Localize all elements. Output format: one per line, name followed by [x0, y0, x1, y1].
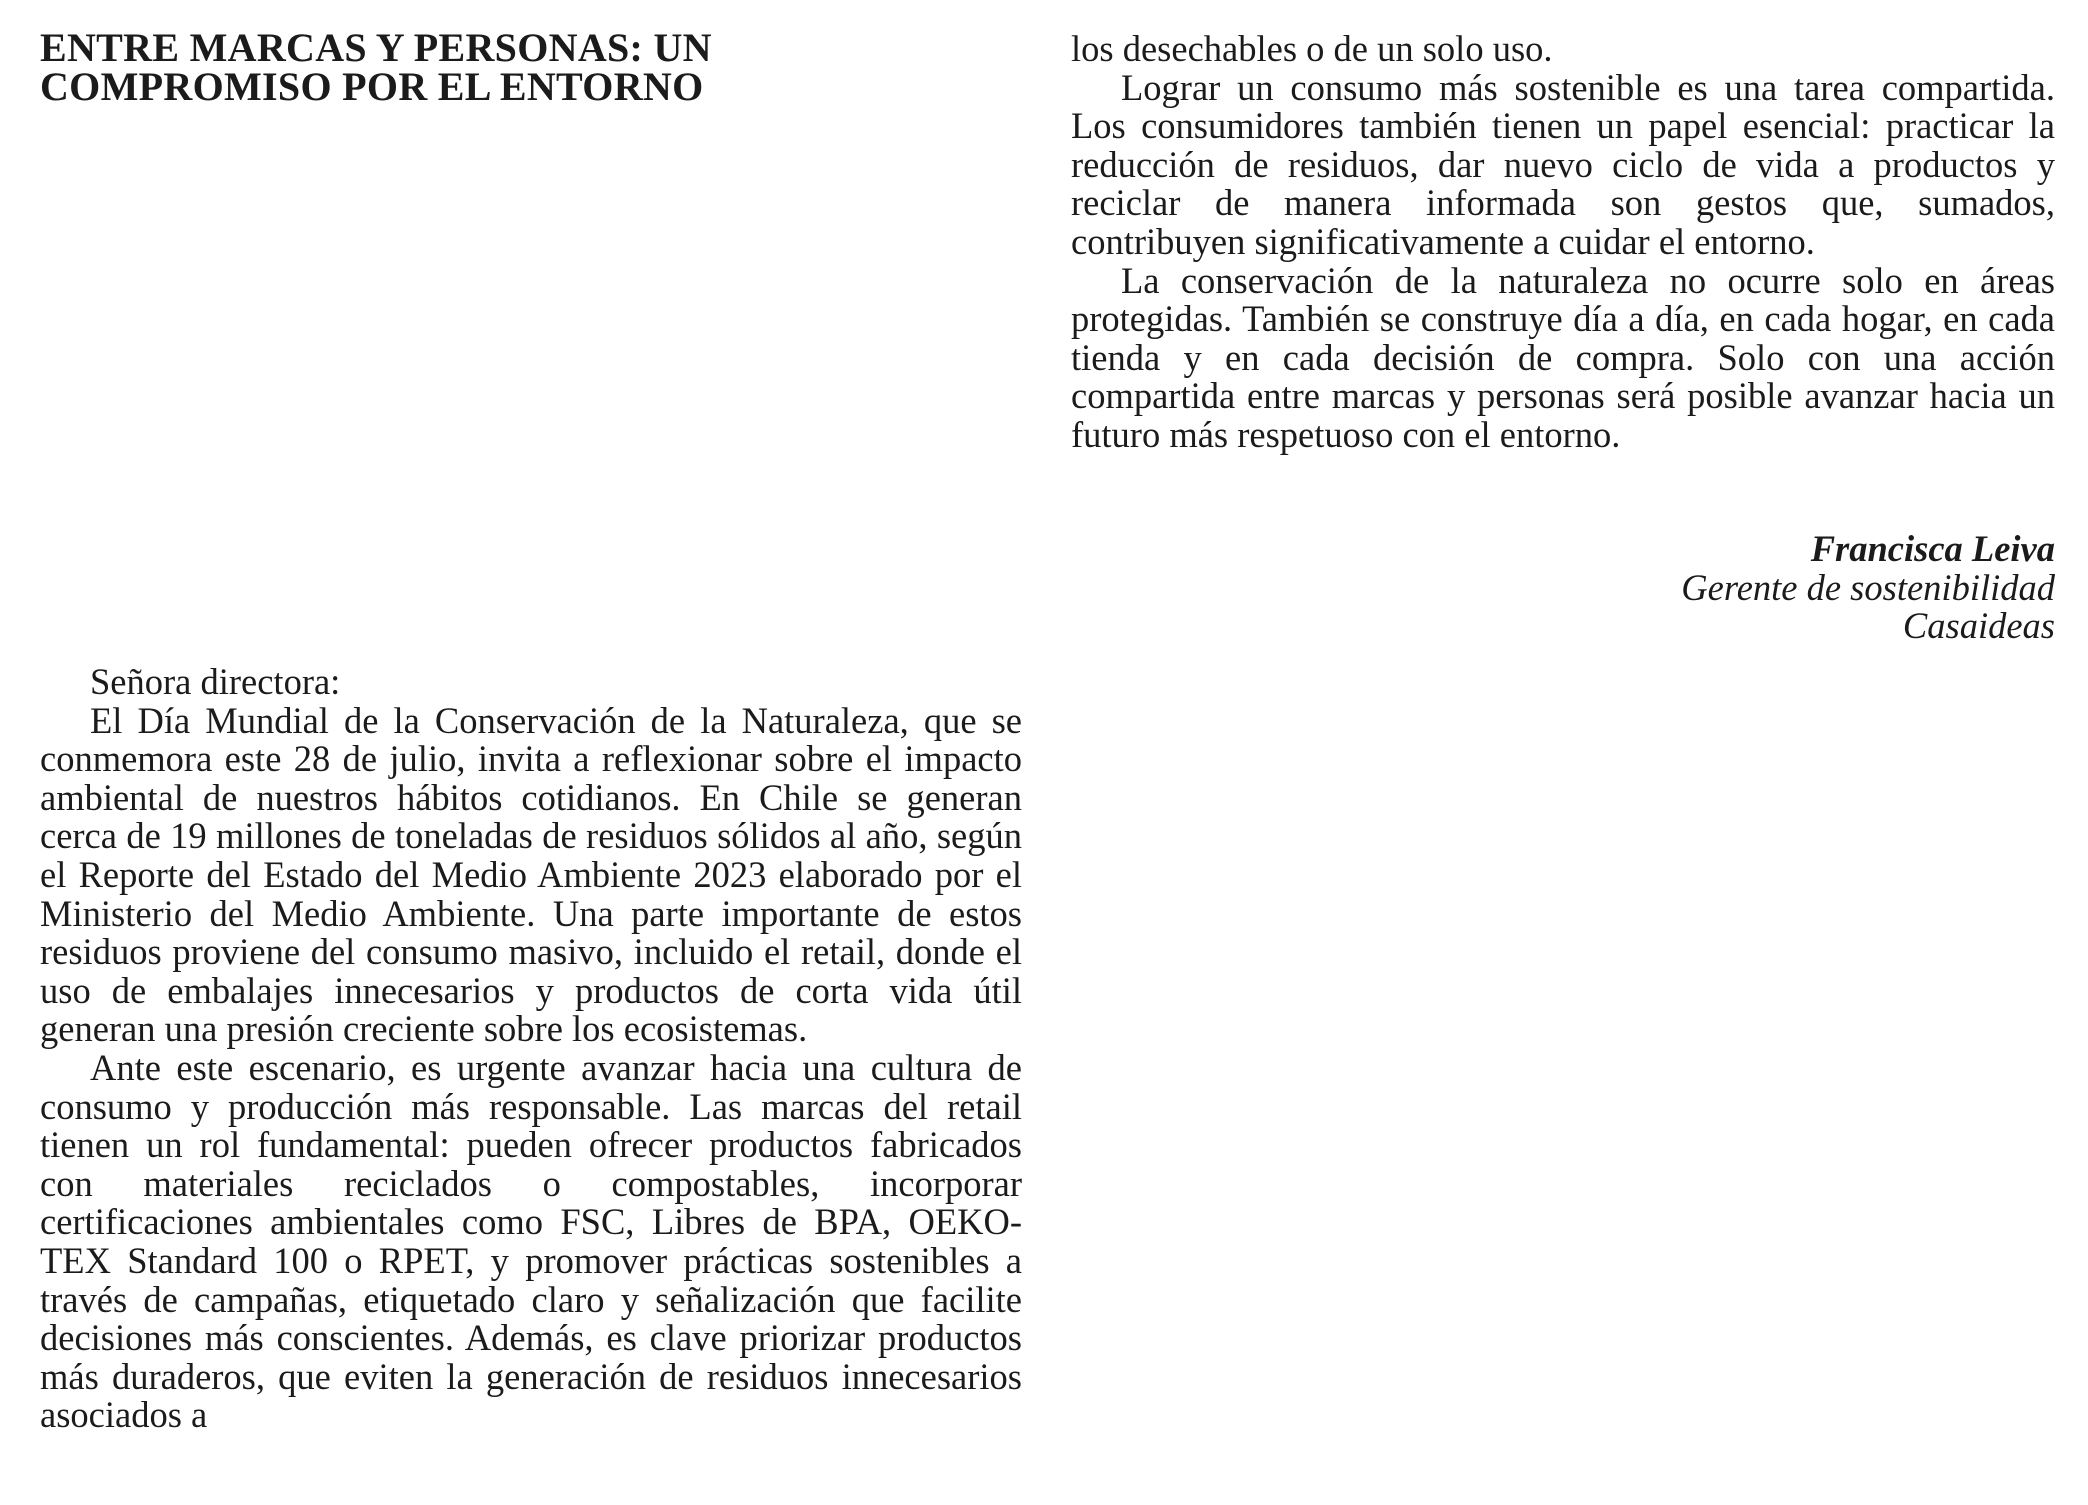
paragraph-3: Lograr un consumo más sostenible es una tarea compartida. Los consumidores también tienen un papel esencial: practicar la reducción de residuos, dar nuevo ciclo de vida a productos y reciclar de manera informada son gestos que, sumados, contribuyen significativamente a cuidar el entorno.: [1071, 66, 2055, 262]
paragraph-2: Ante este escenario, es urgente avanzar hacia una cultura de consumo y producción más responsable. Las marcas del retail tienen un rol fundamental: pueden ofrecer productos fabricados con materiales reciclados o compostables, incorporar certificaciones ambientales como FSC, Libres de BPA, OEKO-TEX Standard 100 o RPET, y promover prácticas sostenibles a través de campañas, etiquetado claro y señalización que facilite decisiones más conscientes. Además, es clave priorizar productos más duraderos, que eviten la generación de residuos innecesarios asociados a: [40, 1046, 1022, 1436]
paragraph-4: La conservación de la naturaleza no ocurre solo en áreas protegidas. También se construye día a día, en cada hogar, en cada tienda y en cada decisión de compra. Solo con una acción compartida entre marcas y personas será posible avanzar hacia un futuro más respetuoso con el entorno.: [1071, 259, 2055, 455]
salutation: Señora directora:: [90, 661, 341, 702]
signature-company: Casaideas: [1902, 605, 2055, 646]
signature-name: Francisca Leiva: [1810, 528, 2055, 569]
signature-block: [1500, 530, 2055, 646]
left-column: [40, 663, 1022, 1435]
signature-role: Gerente de sostenibilidad: [1681, 566, 2055, 608]
paragraph-2-continuation: los desechables o de un solo uso.: [1071, 28, 1553, 69]
right-column: [1071, 30, 2055, 455]
article-title: ENTRE MARCAS Y PERSONAS: UN COMPROMISO POR EL ENTORNO: [40, 25, 712, 109]
paragraph-1: El Día Mundial de la Conservación de la Naturaleza, que se conmemora este 28 de julio, invita a reflexionar sobre el impacto ambiental de nuestros hábitos cotidianos. En Chile se generan cerca de 19 millones de toneladas de residuos sólidos al año, según el Reporte del Estado del Medio Ambiente 2023 elaborado por el Ministerio del Medio Ambiente. Una parte importante de estos residuos proviene del consumo masivo, incluido el retail, donde el uso de embalajes innecesarios y productos de corta vida útil generan una presión creciente sobre los ecosistemas.: [40, 699, 1022, 1050]
